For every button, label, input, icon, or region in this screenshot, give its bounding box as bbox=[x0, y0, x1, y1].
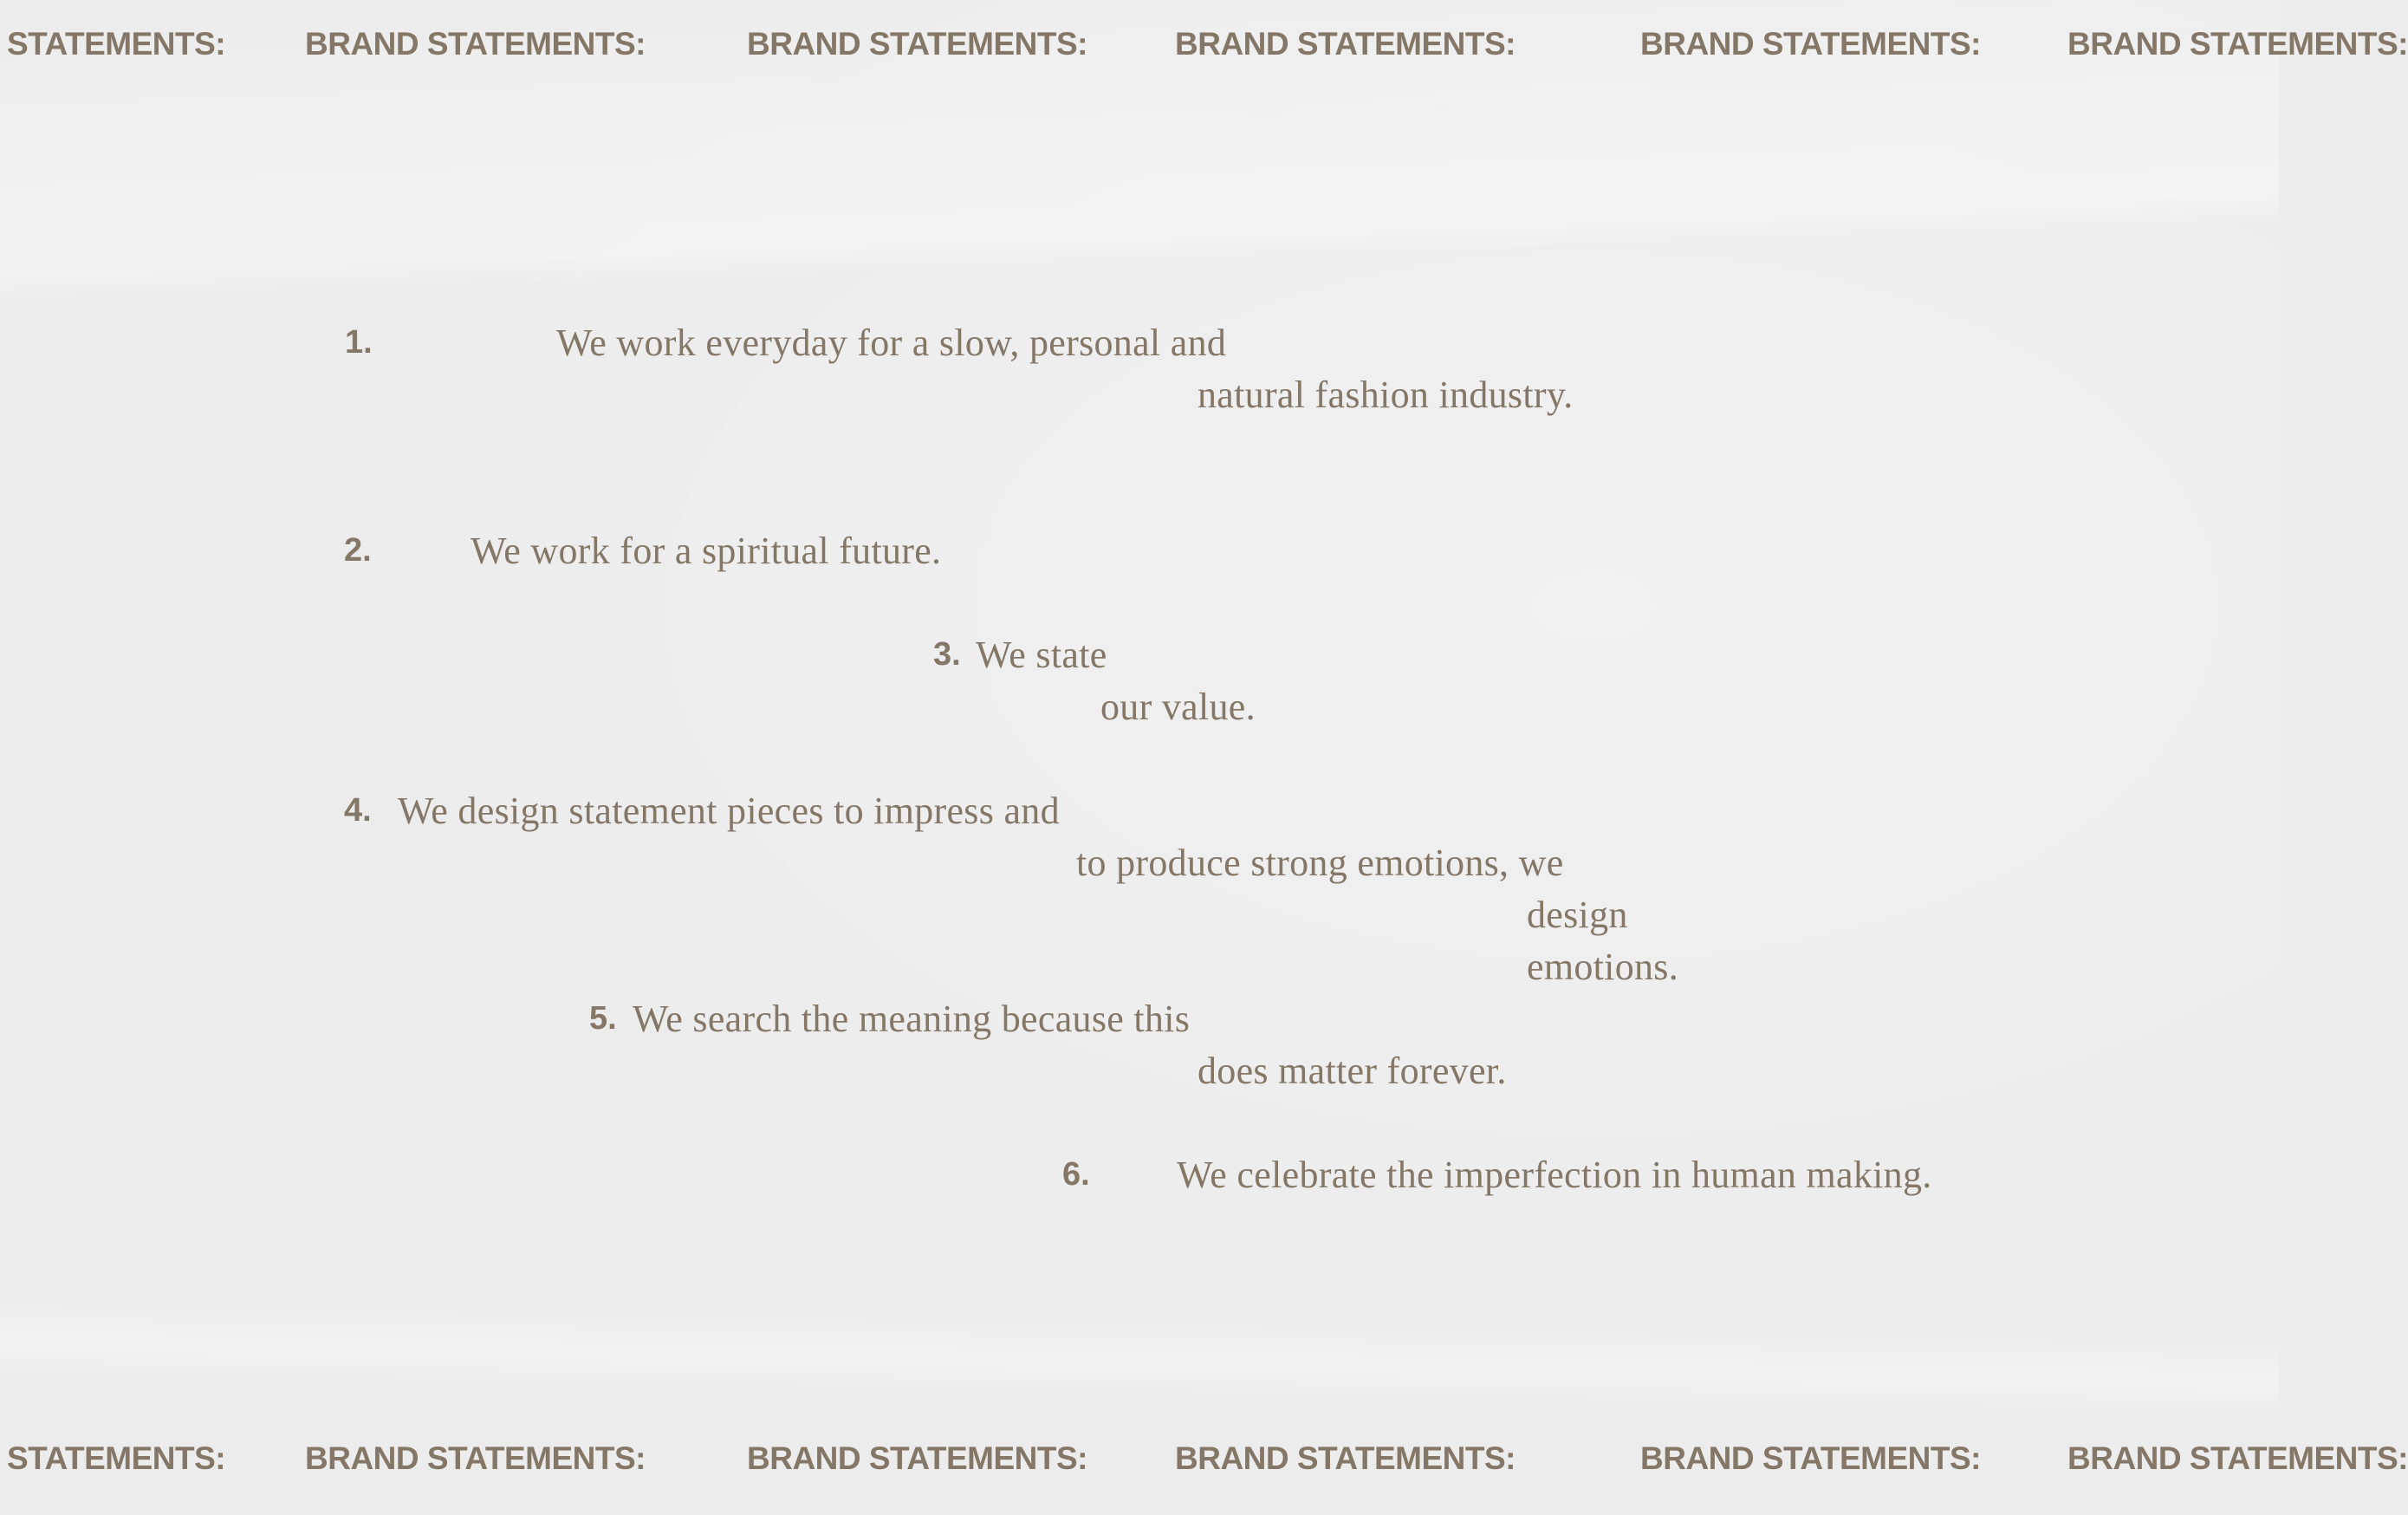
statement-text-line: We search the meaning because this bbox=[633, 998, 1191, 1040]
statement-number: 1. bbox=[345, 324, 373, 361]
banner-item: BRAND STATEMENTS: bbox=[1640, 26, 1981, 62]
banner-item: BRAND STATEMENTS: bbox=[2067, 26, 2408, 62]
banner-item: BRAND STATEMENTS: bbox=[1175, 26, 1516, 62]
statement-text-line: design bbox=[1527, 894, 1628, 936]
statement-number: 3. bbox=[933, 636, 961, 673]
statement-text-line: to produce strong emotions, we bbox=[1076, 842, 1564, 884]
statement-text-line: natural fashion industry. bbox=[1198, 374, 1574, 416]
statement-text-line: We state bbox=[976, 634, 1107, 676]
statement-number: 6. bbox=[1062, 1156, 1090, 1193]
statement-text-line: We design statement pieces to impress and bbox=[398, 790, 1060, 832]
banner-item: BRAND STATEMENTS: bbox=[305, 1440, 646, 1476]
banner-item: BRAND STATEMENTS: bbox=[747, 1440, 1087, 1476]
banner-item: STATEMENTS: bbox=[7, 1440, 226, 1476]
statement-text-line: emotions. bbox=[1527, 946, 1679, 988]
statement-text-line: We work everyday for a slow, personal and bbox=[556, 322, 1227, 364]
banner-item: BRAND STATEMENTS: bbox=[1175, 1440, 1516, 1476]
banner-item: BRAND STATEMENTS: bbox=[1640, 1440, 1981, 1476]
statement-number: 4. bbox=[344, 792, 372, 829]
statement-number: 5. bbox=[589, 1000, 617, 1037]
banner-item: BRAND STATEMENTS: bbox=[747, 26, 1087, 62]
top-banner bbox=[0, 26, 2408, 95]
statement-text-line: does matter forever. bbox=[1198, 1050, 1507, 1092]
banner-item: BRAND STATEMENTS: bbox=[2067, 1440, 2408, 1476]
banner-item: STATEMENTS: bbox=[7, 26, 226, 62]
statement-text-line: We celebrate the imperfection in human making. bbox=[1177, 1154, 1932, 1196]
banner-item: BRAND STATEMENTS: bbox=[305, 26, 646, 62]
statement-text-line: We work for a spiritual future. bbox=[471, 530, 942, 572]
statement-number: 2. bbox=[344, 532, 372, 569]
bottom-banner bbox=[0, 1440, 2408, 1510]
statement-text-line: our value. bbox=[1100, 686, 1256, 728]
